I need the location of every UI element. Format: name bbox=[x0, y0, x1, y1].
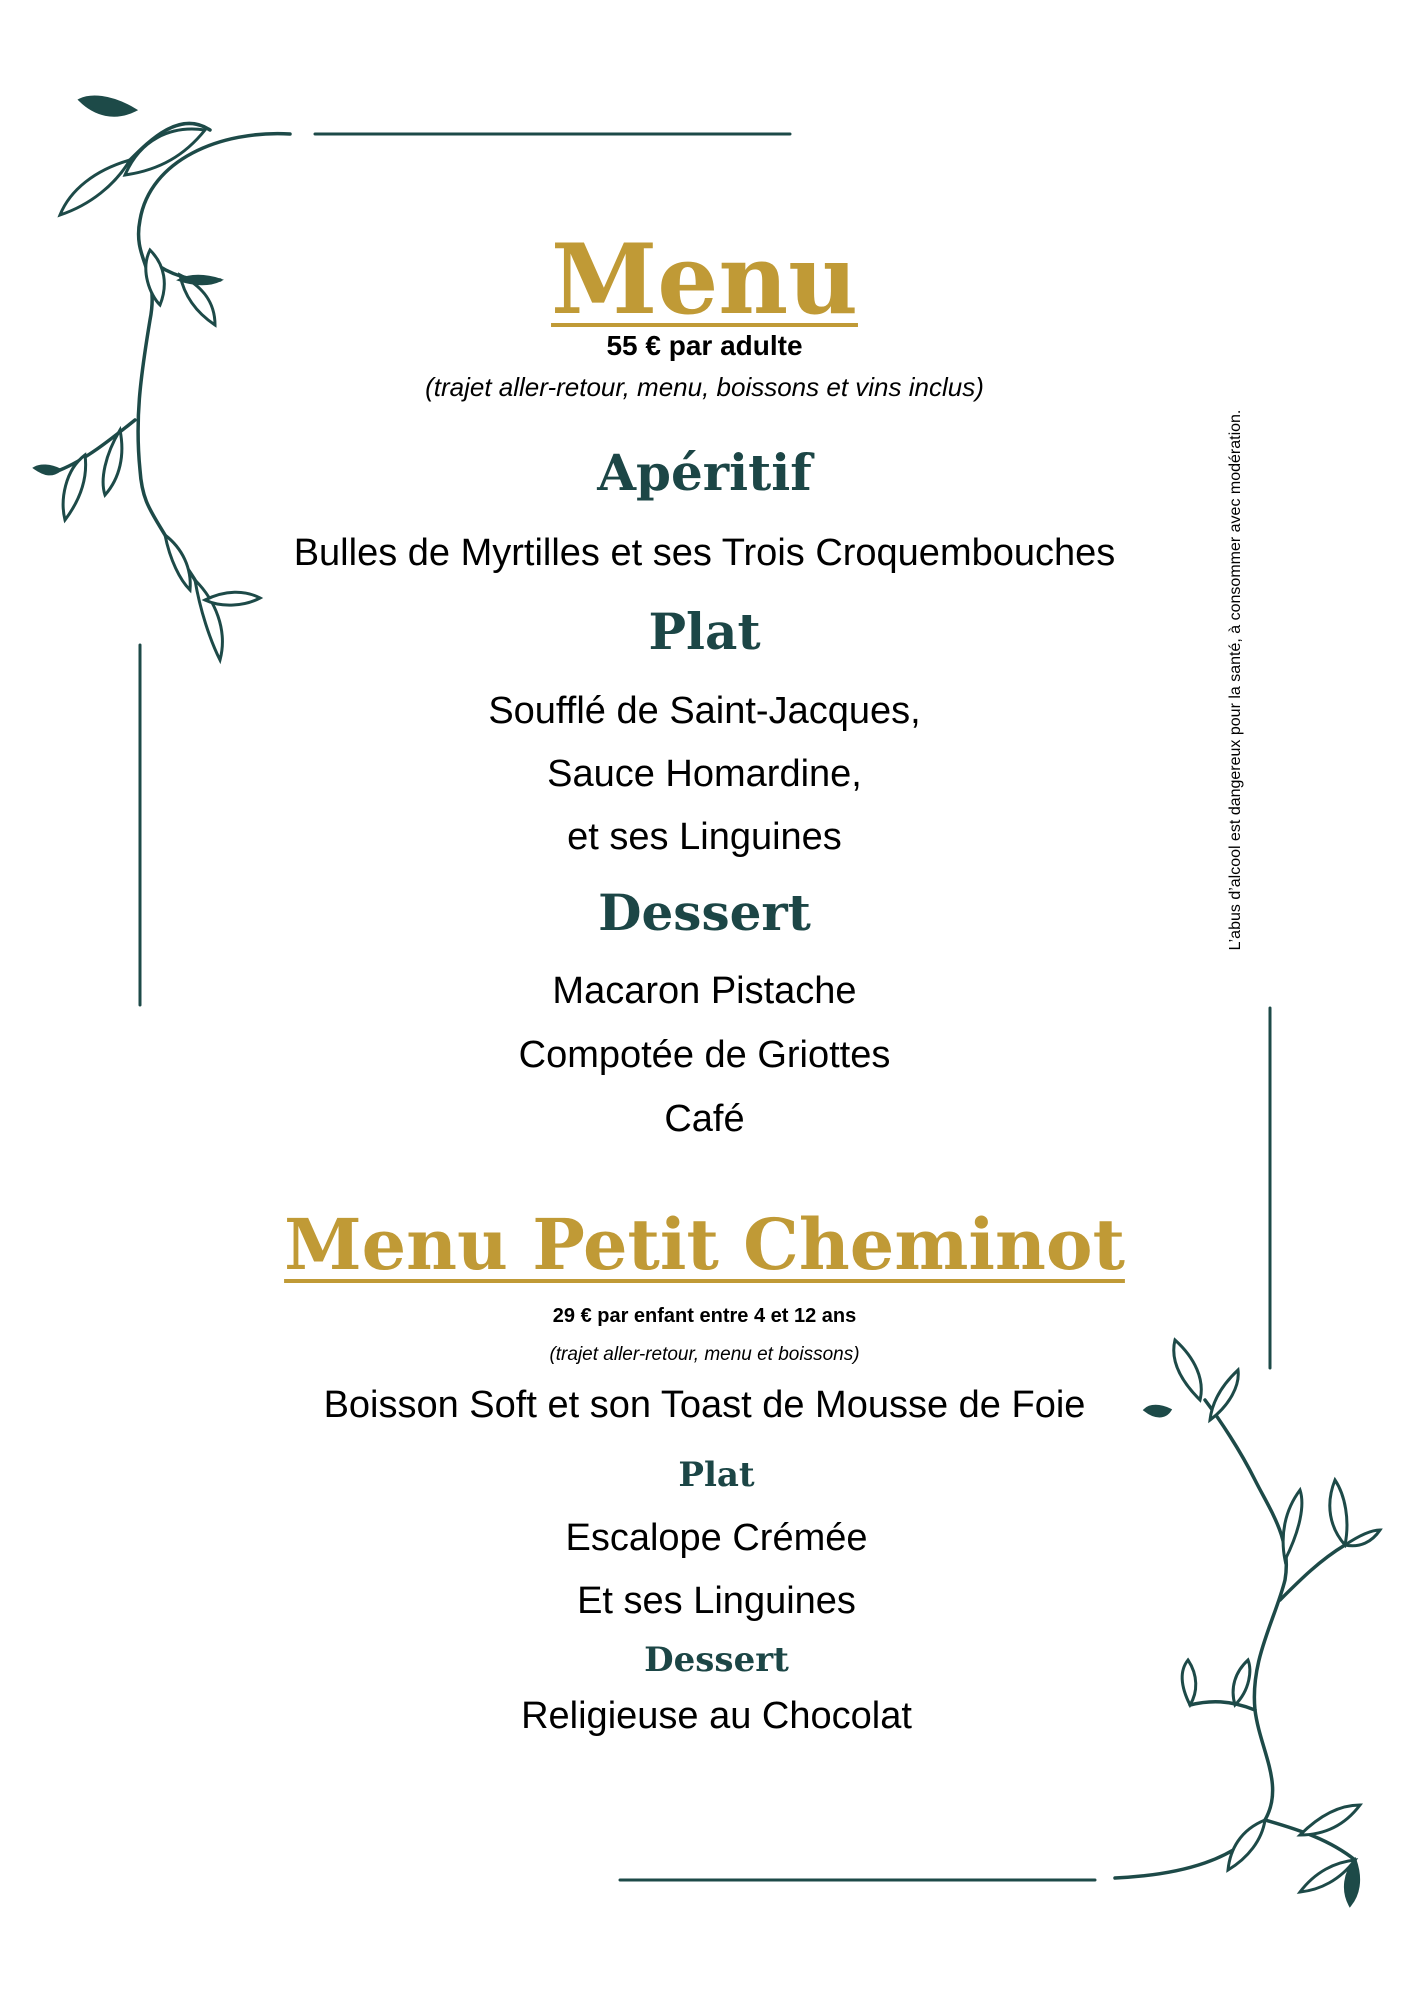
plat-item: Sauce Homardine, bbox=[547, 753, 862, 795]
alcohol-disclaimer: L’abus d’alcool est dangereux pour la santé, à consommer avec modération. bbox=[1227, 409, 1244, 951]
plat-item: et ses Linguines bbox=[567, 816, 842, 858]
kids-plat-heading: Plat bbox=[678, 1455, 755, 1495]
kids-dessert-heading: Dessert bbox=[644, 1640, 789, 1680]
kids-menu-price: 29 € par enfant entre 4 et 12 ans bbox=[552, 1305, 857, 1327]
kids-plat-item: Escalope Crémée bbox=[565, 1517, 868, 1559]
dessert-heading: Dessert bbox=[598, 883, 811, 942]
dessert-item: Compotée de Griottes bbox=[518, 1034, 891, 1076]
kids-dessert-item: Religieuse au Chocolat bbox=[521, 1695, 912, 1737]
menu-title: Menu bbox=[551, 223, 858, 336]
kids-plat-item: Et ses Linguines bbox=[577, 1580, 856, 1622]
kids-menu-title: Menu Petit Cheminot bbox=[284, 1203, 1125, 1286]
kids-starter-item: Boisson Soft et son Toast de Mousse de Foie bbox=[323, 1384, 1086, 1426]
kids-menu-note: (trajet aller-retour, menu et boissons) bbox=[549, 1344, 860, 1365]
aperitif-heading: Apéritif bbox=[597, 443, 812, 502]
plat-item: Soufflé de Saint-Jacques, bbox=[488, 690, 921, 732]
dessert-item: Café bbox=[664, 1098, 745, 1140]
dessert-item: Macaron Pistache bbox=[552, 970, 857, 1012]
menu-note: (trajet aller-retour, menu, boissons et vins inclus) bbox=[425, 372, 984, 402]
aperitif-item: Bulles de Myrtilles et ses Trois Croquembouches bbox=[293, 532, 1116, 574]
plat-heading: Plat bbox=[648, 602, 761, 661]
menu-price: 55 € par adulte bbox=[606, 330, 803, 361]
